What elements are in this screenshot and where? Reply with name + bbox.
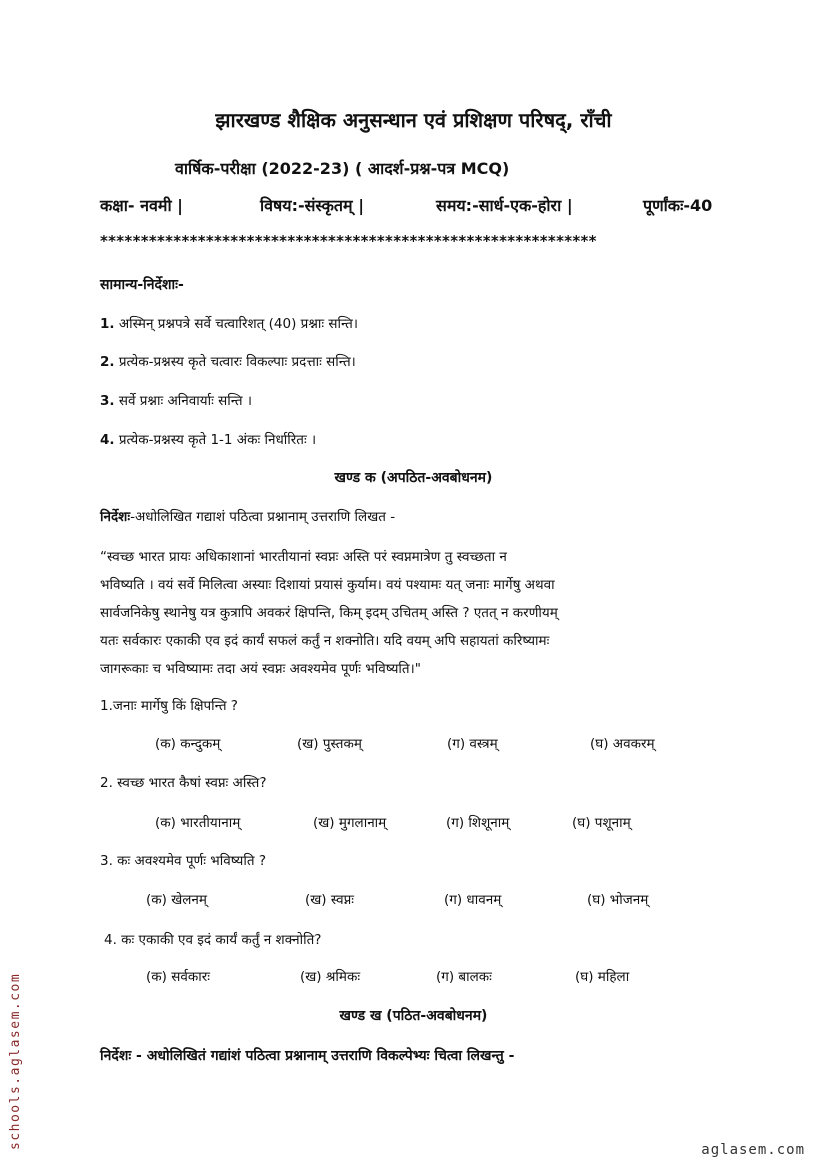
option-ka: (क) कन्दुकम्	[155, 736, 221, 752]
question-1: 1.जनाः मार्गेषु किं क्षिपन्ति ?	[100, 698, 238, 714]
instructions-heading: सामान्य-निर्देशाः-	[100, 277, 184, 293]
option-ga: (ग) वस्त्रम्	[447, 736, 498, 752]
footer-watermark: aglasem.com	[701, 1142, 805, 1158]
side-watermark: schools.aglasem.com	[8, 972, 23, 1150]
section-b-heading: खण्ड ख (पठित-अवबोधनम)	[339, 1008, 488, 1024]
question-3: 3. कः अवश्यमेव पूर्णः भविष्यति ?	[100, 853, 267, 869]
exam-subtitle: वार्षिक-परीक्षा (2022-23) ( आदर्श-प्रश्न-पत्र MCQ)	[175, 159, 510, 178]
instruction-item	[100, 430, 316, 448]
section-a-direction	[100, 507, 395, 525]
option-ka: (क) सर्वकारः	[146, 969, 210, 985]
marks-info: पूर्णांकः-40	[643, 196, 713, 215]
instruction-text: प्रत्येक-प्रश्नस्य कृते 1-1 अंकः निर्धारितः ।	[118, 432, 317, 448]
option-ga: (ग) धावनम्	[444, 892, 502, 908]
direction-label: निर्देशः	[100, 509, 131, 525]
class-info: कक्षा- नवमी |	[100, 196, 184, 215]
instruction-item	[100, 391, 252, 409]
time-info: समय:-सार्ध-एक-होरा |	[436, 196, 573, 215]
section-b-direction: निर्देशः - अधोलिखितं गद्यांशं पठित्वा प्रश्नानाम् उत्तराणि विकल्पेभ्यः चित्वा लिखन्तु -	[100, 1048, 515, 1064]
option-kha: (ख) पुस्तकम्	[297, 736, 362, 752]
instruction-text: अस्मिन् प्रश्नपत्रे सर्वे चत्वारिशत् (40) प्रश्नाः सन्ति।	[118, 316, 358, 332]
option-ka: (क) भारतीयानाम्	[155, 815, 241, 831]
separator-line: *************************************************************	[100, 232, 597, 250]
instruction-number: 2.	[100, 354, 115, 370]
question-2: 2. स्वच्छ भारत कैषां स्वप्नः अस्ति?	[100, 775, 267, 791]
passage-line: “स्वच्छ भारत प्रायः अधिकाशानां भारतीयानां स्वप्नः अस्ति परं स्वप्नमात्रेण तु स्वच्छता न	[100, 549, 507, 565]
passage-line: सार्वजनिकेषु स्थानेषु यत्र कुत्रापि अवकरं क्षिपन्ति, किम् इदम् उचितम् अस्ति ? एतत् न करणीयम्	[100, 605, 558, 621]
option-ga: (ग) शिशूनाम्	[446, 815, 510, 831]
option-kha: (ख) श्रमिकः	[300, 969, 361, 985]
option-gha: (घ) भोजनम्	[587, 892, 649, 908]
passage-line: जागरूकाः च भविष्यामः तदा अयं स्वप्नः अवश्यमेव पूर्णः भविष्यति।"	[100, 661, 421, 677]
option-gha: (घ) पशूनाम्	[572, 815, 631, 831]
passage-line: भविष्यति । वयं सर्वे मिलित्वा अस्याः दिशायां प्रयासं कुर्याम। वयं पश्यामः यत् जनाः मार्गेषु अथवा	[100, 577, 555, 593]
section-a-heading: खण्ड क (अपठित-अवबोधनम)	[334, 470, 493, 486]
question-4: 4. कः एकाकी एव इदं कार्यं कर्तुं न शक्नोति?	[104, 932, 322, 948]
instruction-number: 3.	[100, 393, 115, 409]
option-gha: (घ) महिला	[575, 969, 630, 985]
instruction-item	[100, 314, 358, 332]
instruction-number: 4.	[100, 432, 115, 448]
instruction-number: 1.	[100, 316, 115, 332]
unseen-passage	[100, 543, 730, 683]
option-gha: (घ) अवकरम्	[590, 736, 655, 752]
instruction-item	[100, 352, 356, 370]
option-ga: (ग) बालकः	[436, 969, 492, 985]
option-ka: (क) खेलनम्	[146, 892, 207, 908]
option-kha: (ख) स्वप्नः	[305, 892, 355, 908]
instruction-text: सर्वे प्रश्नाः अनिवार्याः सन्ति ।	[118, 393, 253, 409]
instruction-text: प्रत्येक-प्रश्नस्य कृते चत्वारः विकल्पाः प्रदत्ताः सन्ति।	[118, 354, 356, 370]
document-title: झारखण्ड शैक्षिक अनुसन्धान एवं प्रशिक्षण परिषद्, राँची	[215, 108, 612, 132]
direction-text: -अधोलिखित गद्याशं पठित्वा प्रश्नानाम् उत्तराणि लिखत -	[130, 509, 396, 525]
passage-line: यतः सर्वकारः एकाकी एव इदं कार्यं सफलं कर्तुं न शक्नोति। यदि वयम् अपि सहायतां करिष्यामः	[100, 633, 550, 649]
option-kha: (ख) मुगलानाम्	[313, 815, 387, 831]
subject-info: विषय:-संस्कृतम् |	[260, 196, 365, 215]
